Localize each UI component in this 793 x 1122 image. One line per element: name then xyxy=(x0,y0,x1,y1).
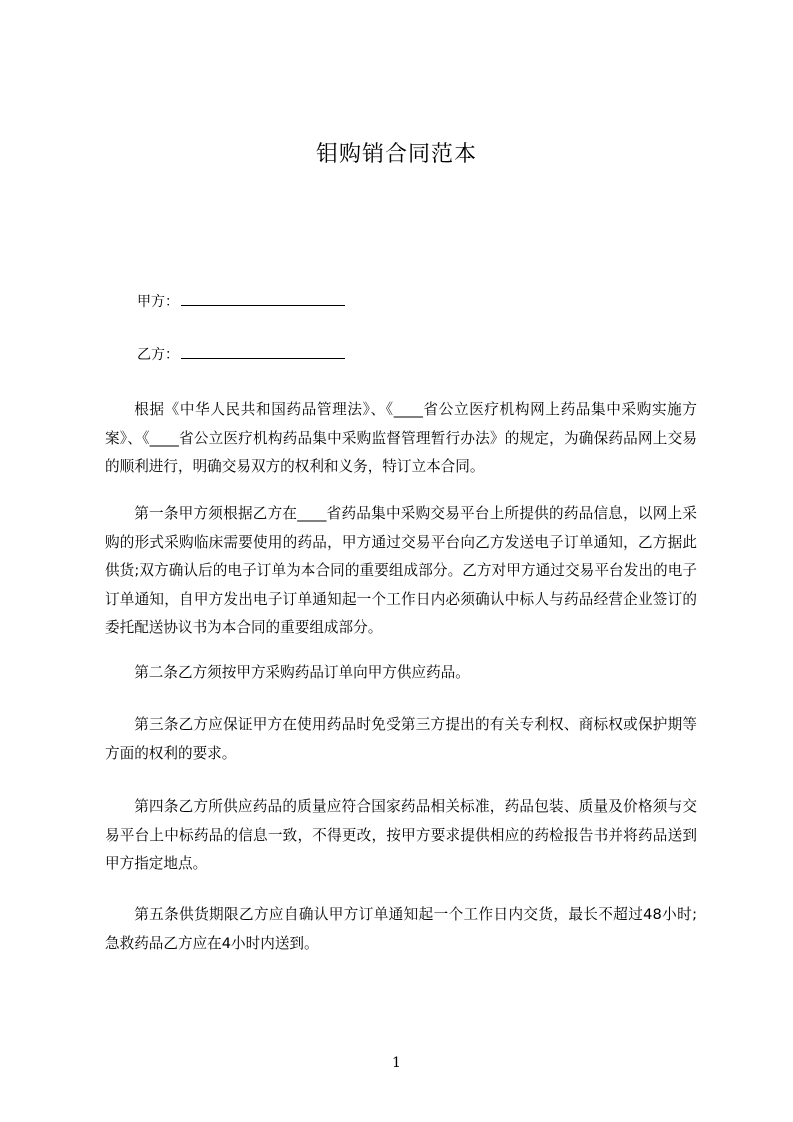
party-a-label: 甲方： xyxy=(137,294,179,310)
article-2-paragraph: 第二条乙方须按甲方采购药品订单向甲方供应药品。 xyxy=(134,664,470,681)
party-b-label: 乙方： xyxy=(137,347,179,363)
document-title: 钼购销合同范本 xyxy=(315,142,477,167)
page-number: 1 xyxy=(392,1055,401,1071)
party-b-line xyxy=(137,344,345,365)
preamble-paragraph: 根据《中华人民共和国药品管理法》、《____省公立医疗机构网上药品集中采购实施方案》、《____省公立医疗机构药品集中采购监督管理暂行办法》的规定，为确保药品网上交易的顺利进行，明确交易双方的权利和义务，特订立本合同。 xyxy=(105,401,697,475)
article-3-paragraph: 第三条乙方应保证甲方在使用药品时免受第三方提出的有关专利权、商标权或保护期等方面的权利的要求。 xyxy=(105,716,697,762)
article-1-paragraph: 第一条甲方须根据乙方在____省药品集中采购交易平台上所提供的药品信息，以网上采购的形式采购临床需要使用的药品，甲方通过交易平台向乙方发送电子订单通知，乙方据此供货;双方确认后的电子订单为本合同的重要组成部分。乙方对甲方通过交易平台发出的电子订单通知，自甲方发出电子订单通知起一个工作日内必须确认中标人与药品经营企业签订的委托配送协议书为本合同的重要组成部分。 xyxy=(105,505,697,636)
article-4-paragraph: 第四条乙方所供应药品的质量应符合国家药品相关标准，药品包装、质量及价格须与交易平台上中标药品的信息一致，不得更改，按甲方要求提供相应的药检报告书并将药品送到甲方指定地点。 xyxy=(105,798,697,872)
party-b-blank xyxy=(181,344,345,359)
article-5-paragraph: 第五条供货期限乙方应自确认甲方订单通知起一个工作日内交货，最长不超过48小时;急救药品乙方应在4小时内送到。 xyxy=(105,906,697,952)
party-a-line xyxy=(137,291,345,312)
party-a-blank xyxy=(181,291,345,306)
